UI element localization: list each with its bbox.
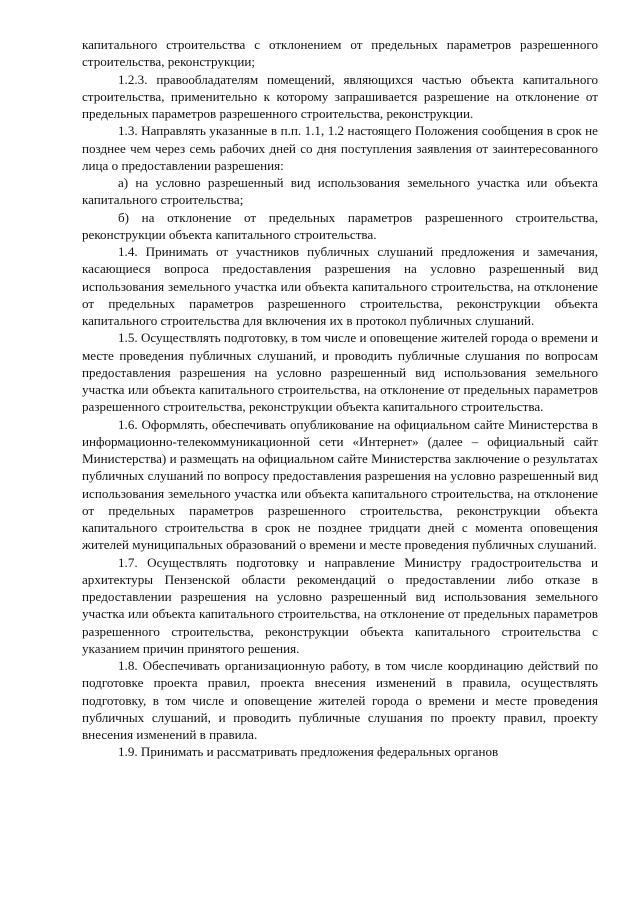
paragraph-1-2-3: 1.2.3. правообладателям помещений, являющихся частью объекта капитального строительства, применительно к которому запрашивается разрешение на отклонение от предельных параметров разрешенного строительства, реконструкции.	[82, 71, 598, 121]
paragraph-1-8: 1.8. Обеспечивать организационную работу, в том числе координацию действий по подготовке проекта правил, проекта внесения изменений в правила, осуществлять подготовку, в том числе и оповещение жителей города о времени и месте проведения публичных слушаний, и проводить публичные слушания по проекту правил, проекту внесения изменений в правила.	[82, 658, 598, 742]
paragraph-1-3: 1.3. Направлять указанные в п.п. 1.1, 1.2 настоящего Положения сообщения в срок не позднее чем через семь рабочих дней со дня поступления заявления от заинтересованного лица о предоставлении разрешения:	[82, 123, 598, 173]
paragraph-1-7: 1.7. Осуществлять подготовку и направление Министру градостроительства и архитектуры Пензенской области рекомендаций о предоставлении либо отказе в предоставлении разрешения на условно разрешенный вид использования земельного участка или объекта капитального строительства, на отклонение от предельных параметров разрешенного строительства, реконструкции объекта капитального строительства с указанием причин принятого решения.	[82, 554, 598, 656]
paragraph-1-5: 1.5. Осуществлять подготовку, в том числе и оповещение жителей города о времени и месте проведения публичных слушаний, и проводить публичные слушания по вопросам предоставления разрешения на условно разрешенный вид использования земельного участка или объекта капитального строительства, на отклонение от предельных параметров разрешенного строительства, реконструкции объекта капитального строительства.	[82, 330, 598, 415]
paragraph-1-9: 1.9. Принимать и рассматривать предложения федеральных органов	[118, 744, 499, 760]
document-page	[82, 36, 598, 761]
paragraph-1-3-a: а) на условно разрешенный вид использования земельного участка или объекта капитального строительства;	[82, 175, 598, 208]
paragraph-1-6: 1.6. Оформлять, обеспечивать опубликование на официальном сайте Министерства в информационно-телекоммуникационной сети «Интернет» (далее – официальный сайт Министерства) и размещать на официальном сайте Министерства заключение о результатах публичных слушаний по вопросу предоставления разрешения на условно разрешенный вид использования земельного участка или объекта капитального строительства, на отклонение от предельных параметров разрешенного строительства, реконструкции объекта капитального строительства в срок не позднее тридцати дней с момента оповещения жителей муниципальных образований о времени и месте проведения публичных слушаний.	[82, 416, 598, 553]
paragraph-1-3-b: б) на отклонение от предельных параметров разрешенного строительства, реконструкции объекта капитального строительства.	[82, 209, 598, 242]
paragraph-1-4: 1.4. Принимать от участников публичных слушаний предложения и замечания, касающиеся вопроса предоставления разрешения на условно разрешенный вид использования земельного участка или объекта капитального строительства, на отклонение от предельных параметров разрешенного строительства, реконструкции объекта капитального строительства для включения их в протокол публичных слушаний.	[82, 244, 598, 328]
paragraph-continuation: капитального строительства с отклонением от предельных параметров разрешенного строительства, реконструкции;	[82, 37, 598, 70]
